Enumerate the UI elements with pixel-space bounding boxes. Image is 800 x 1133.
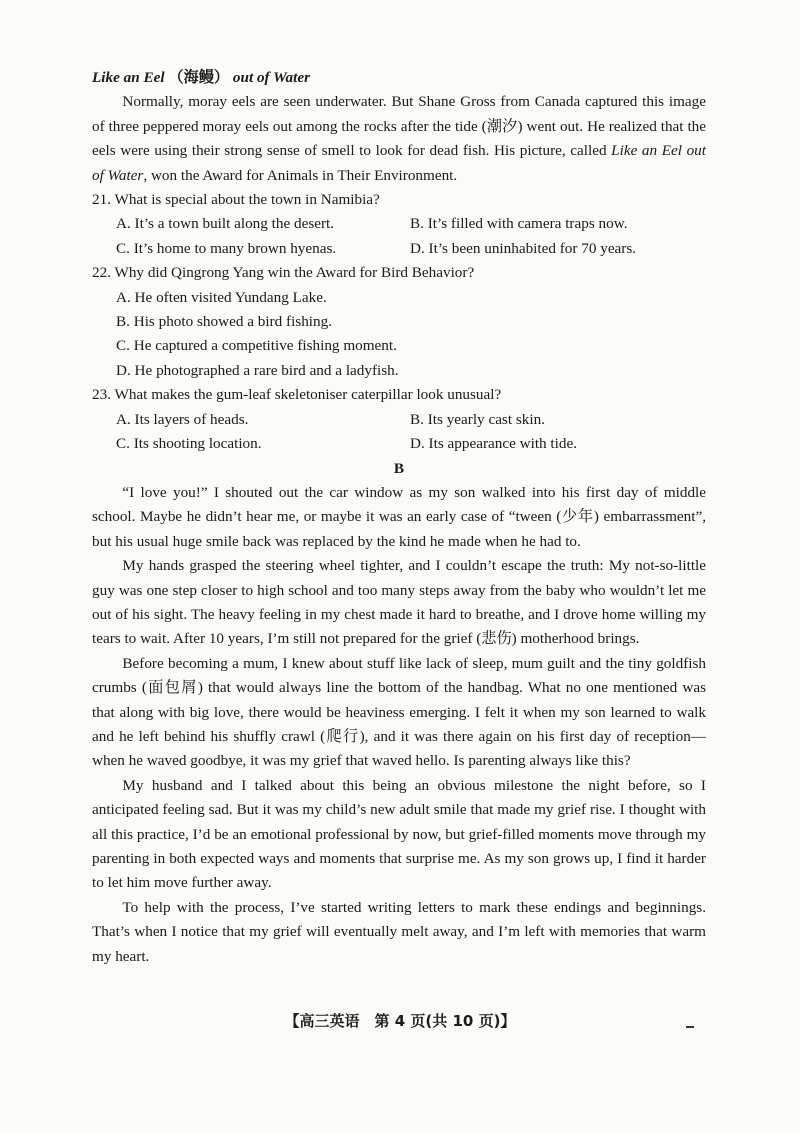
- question-23: [92, 383, 706, 456]
- passage-b-paragraph-1: “I love you!” I shouted out the car window as my son walked into his first day of middle school. Maybe he didn’t hear me, or maybe it was an early case of “tween (少年) embarrassment”, but his usual huge smile back was replaced by the kind he made when he had to.: [92, 483, 706, 550]
- option-c: C. It’s home to many brown hyenas.: [116, 239, 337, 257]
- question-stem: 22. Why did Qingrong Yang win the Award for Bird Behavior?: [92, 264, 475, 282]
- option-b: B. Its yearly cast skin.: [410, 410, 545, 428]
- passage-c-paragraph: [92, 90, 706, 188]
- title-part2: out of Water: [232, 69, 310, 86]
- passage-b-paragraph-3: Before becoming a mum, I knew about stuff like lack of sleep, mum guilt and the tiny goldfish crumbs (面包屑) that would always line the bottom of the handbag. What no one mentioned was that along with big love, there would be heaviness emerging. I felt it when my son learned to walk and he left behind his shuffly crawl (爬行), and it was there again on his first day of reception—when he waved goodbye, it was my grief that waved hello. Is parenting always like this?: [92, 654, 706, 770]
- margin-mark: [686, 1026, 694, 1028]
- passage-title: [92, 66, 706, 90]
- option-c: C. He captured a competitive fishing moment.: [116, 337, 397, 355]
- para-text-a: Normally, moray eels are seen underwater. But Shane Gross from Canada captured this image of three peppered moray eels out among the rocks after the tide (潮汐) went out. He realized that the eels were using their strong sense of smell to look for dead fish. His picture, called: [92, 93, 706, 160]
- passage-b-paragraph-5: To help with the process, I’ve started writing letters to mark these endings and beginnings. That’s when I notice that my grief will eventually melt away, and I’m left with memories that warm my heart.: [92, 898, 706, 965]
- page-footer: 【高三英语 第 4 页(共 10 页)】: [284, 1012, 516, 1030]
- para-italic-title: Like an Eel out of Water: [92, 142, 706, 184]
- option-d: D. It’s been uninhabited for 70 years.: [410, 239, 637, 257]
- option-a: A. He often visited Yundang Lake.: [116, 288, 327, 306]
- option-c: C. Its shooting location.: [116, 435, 262, 453]
- title-part1: Like an Eel: [92, 69, 165, 86]
- title-chinese-gloss: （海鳗）: [168, 69, 230, 86]
- question-stem: 21. What is special about the town in Namibia?: [92, 191, 380, 209]
- option-b: B. His photo showed a bird fishing.: [116, 313, 332, 331]
- question-22: [92, 261, 706, 383]
- option-a: A. It’s a town built along the desert.: [116, 215, 335, 233]
- question-stem: 23. What makes the gum-leaf skeletoniser caterpillar look unusual?: [92, 386, 502, 404]
- option-d: D. He photographed a rare bird and a ladyfish.: [116, 361, 399, 379]
- option-b: B. It’s filled with camera traps now.: [410, 215, 628, 233]
- passage-b-paragraph-2: My hands grasped the steering wheel tighter, and I couldn’t escape the truth: My not-so-little guy was one step closer to high school and too many steps away from the baby who wouldn’t let me out of his sight. The heavy feeling in my chest made it hard to breathe, and I drove home willing my tears to wait. After 10 years, I’m still not prepared for the grief (悲伤) motherhood brings.: [92, 557, 706, 648]
- option-a: A. Its layers of heads.: [116, 410, 249, 428]
- page-content: [92, 66, 706, 969]
- para-text-b: , won the Award for Animals in Their Environment.: [143, 166, 458, 184]
- option-d: D. Its appearance with tide.: [410, 435, 577, 453]
- section-label: B: [393, 459, 405, 477]
- question-21: [92, 188, 706, 261]
- passage-b-paragraph-4: My husband and I talked about this being an obvious milestone the night before, so I anticipated feeling sad. But it was my child’s new adult smile that made my grief rise. I thought with all this practice, I’d be an emotional professional by now, but grief-filled moments move through my parenting in both expected ways and moments that surprise me. As my son grows up, I find it harder to let him move further away.: [92, 776, 706, 892]
